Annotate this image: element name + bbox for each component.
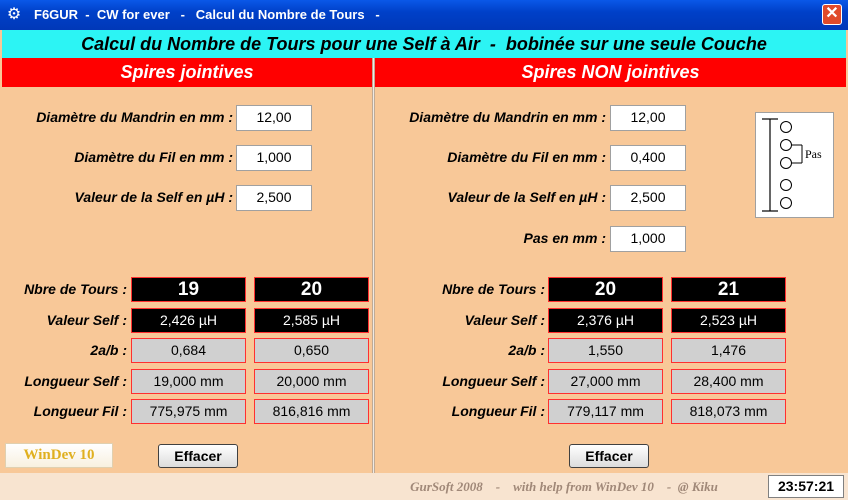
- window-title: F6GUR - CW for ever - Calcul du Nombre de Tours -: [34, 7, 380, 22]
- left-longueur-fil-label: Longueur Fil :: [33, 403, 127, 419]
- right-mandrin-label: Diamètre du Mandrin en mm :: [409, 109, 606, 125]
- close-button[interactable]: ✕: [822, 4, 842, 25]
- left-section-header: Spires jointives: [2, 58, 372, 87]
- left-effacer-button[interactable]: Effacer: [158, 444, 238, 468]
- left-ratio-label: 2a/b :: [90, 342, 127, 358]
- right-longueur-self-value-2: 28,400 mm: [671, 369, 786, 394]
- left-mandrin-label: Diamètre du Mandrin en mm :: [36, 109, 233, 125]
- right-tours-label: Nbre de Tours :: [442, 281, 545, 297]
- left-tours-value-1: 19: [131, 277, 246, 302]
- status-credits: GurSoft 2008 - with help from WinDev 10 - @ Kiku: [410, 479, 718, 494]
- left-longueur-self-value-2: 20,000 mm: [254, 369, 369, 394]
- left-self-input[interactable]: 2,500: [236, 185, 312, 211]
- right-effacer-button[interactable]: Effacer: [569, 444, 649, 468]
- coil-pitch-svg: [756, 113, 833, 217]
- right-section-header: Spires NON jointives: [375, 58, 846, 87]
- left-self-label: Valeur de la Self en µH :: [74, 189, 233, 205]
- left-fil-input[interactable]: 1,000: [236, 145, 312, 171]
- left-mandrin-input[interactable]: 12,00: [236, 105, 312, 131]
- right-self-input[interactable]: 2,500: [610, 185, 686, 211]
- left-valeur-label: Valeur Self :: [46, 312, 127, 328]
- right-valeur-label: Valeur Self :: [464, 312, 545, 328]
- right-fil-label: Diamètre du Fil en mm :: [447, 149, 606, 165]
- right-valeur-value-2: 2,523 µH: [671, 308, 786, 333]
- right-self-label: Valeur de la Self en µH :: [447, 189, 606, 205]
- left-fil-label: Diamètre du Fil en mm :: [74, 149, 233, 165]
- status-clock: 23:57:21: [768, 475, 844, 498]
- right-longueur-self-label: Longueur Self :: [442, 373, 545, 389]
- right-longueur-fil-value-1: 779,117 mm: [548, 399, 663, 424]
- pas-diagram-label: Pas: [805, 147, 822, 161]
- right-mandrin-input[interactable]: 12,00: [610, 105, 686, 131]
- right-longueur-fil-value-2: 818,073 mm: [671, 399, 786, 424]
- right-ratio-value-1: 1,550: [548, 338, 663, 363]
- right-ratio-label: 2a/b :: [508, 342, 545, 358]
- right-fil-input[interactable]: 0,400: [610, 145, 686, 171]
- left-longueur-fil-value-2: 816,816 mm: [254, 399, 369, 424]
- left-longueur-self-label: Longueur Self :: [24, 373, 127, 389]
- right-tours-value-1: 20: [548, 277, 663, 302]
- right-longueur-fil-label: Longueur Fil :: [451, 403, 545, 419]
- right-ratio-value-2: 1,476: [671, 338, 786, 363]
- right-valeur-value-1: 2,376 µH: [548, 308, 663, 333]
- right-tours-value-2: 21: [671, 277, 786, 302]
- left-valeur-value-2: 2,585 µH: [254, 308, 369, 333]
- coil-pitch-diagram: [755, 112, 834, 218]
- left-tours-value-2: 20: [254, 277, 369, 302]
- left-valeur-value-1: 2,426 µH: [131, 308, 246, 333]
- windev-logo-text: WinDev 10: [23, 447, 95, 463]
- right-longueur-self-value-1: 27,000 mm: [548, 369, 663, 394]
- right-pas-input[interactable]: 1,000: [610, 226, 686, 252]
- left-longueur-fil-value-1: 775,975 mm: [131, 399, 246, 424]
- left-tours-label: Nbre de Tours :: [24, 281, 127, 297]
- left-longueur-self-value-1: 19,000 mm: [131, 369, 246, 394]
- page-title: Calcul du Nombre de Tours pour une Self à Air - bobinée sur une seule Couche: [2, 30, 846, 58]
- app-gear-icon[interactable]: ⚙: [6, 6, 22, 23]
- left-ratio-value-1: 0,684: [131, 338, 246, 363]
- left-ratio-value-2: 0,650: [254, 338, 369, 363]
- right-pas-label: Pas en mm :: [523, 230, 606, 246]
